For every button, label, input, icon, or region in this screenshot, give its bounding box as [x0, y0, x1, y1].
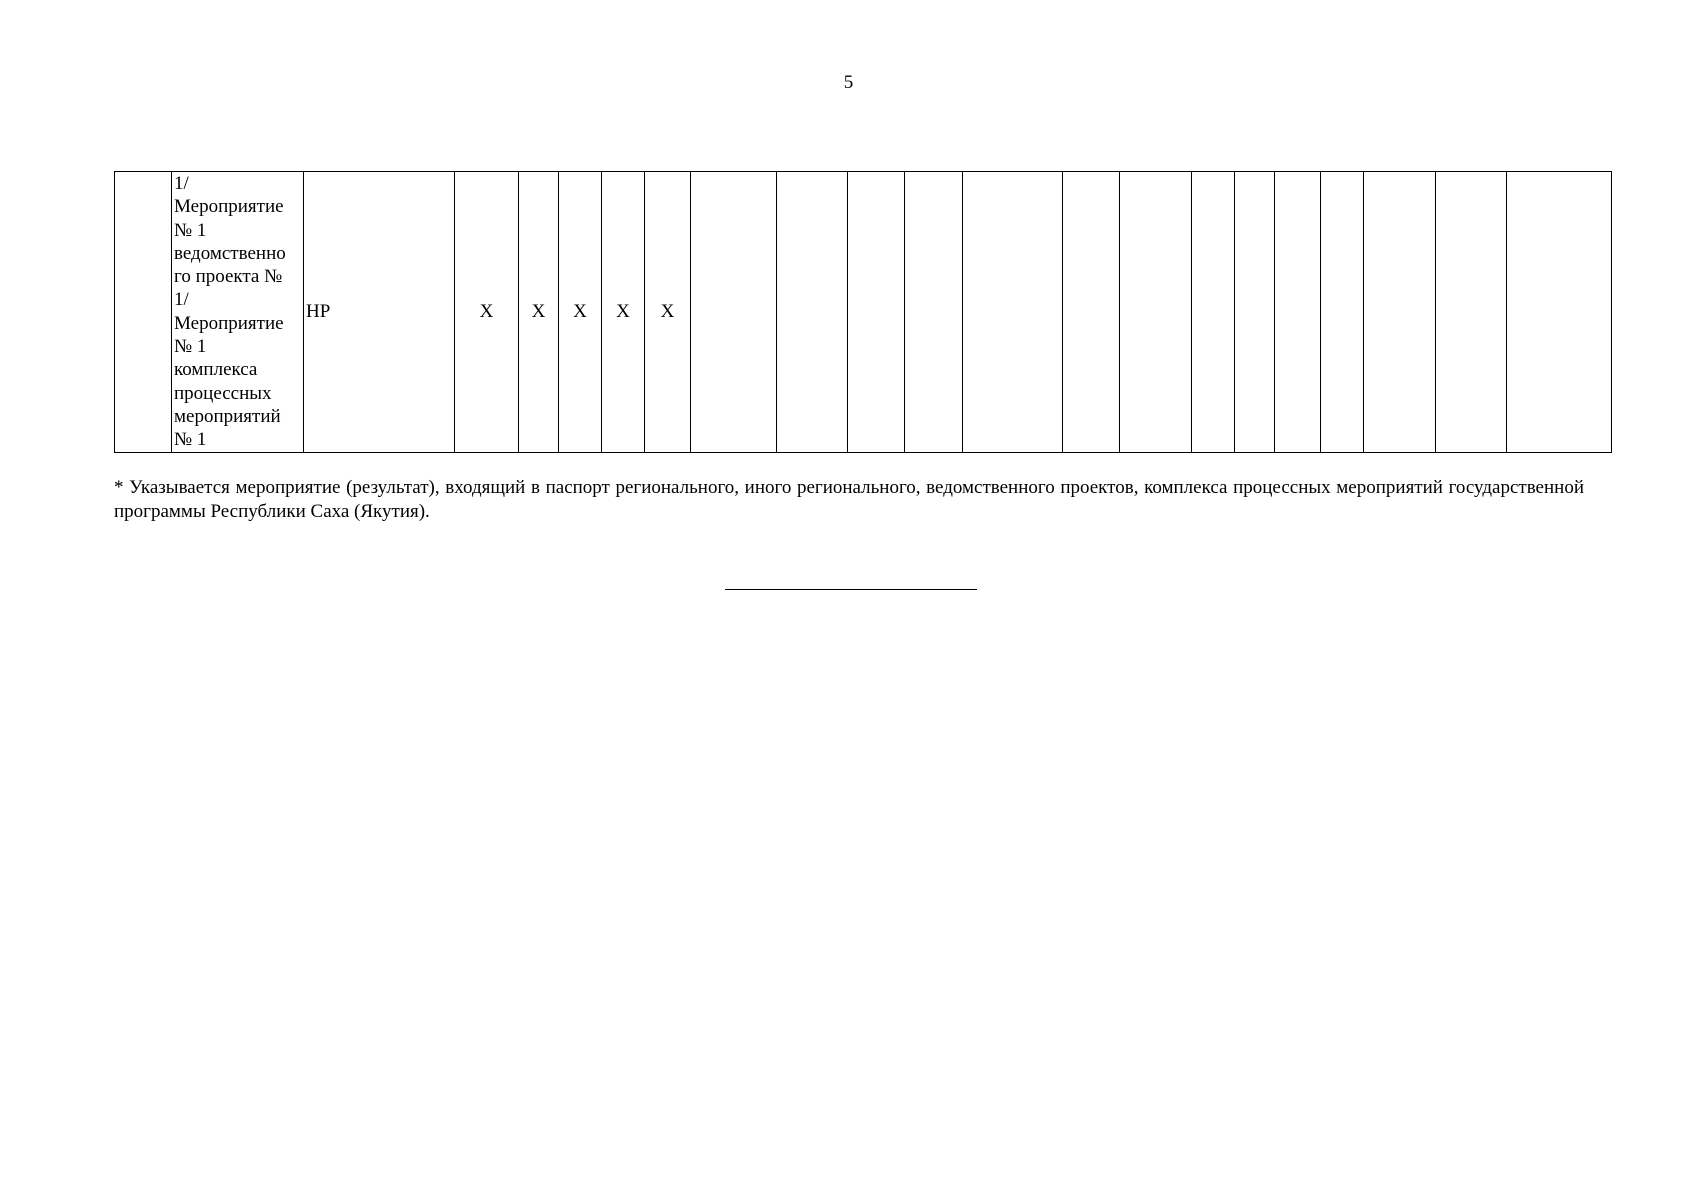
data-table	[114, 171, 1612, 453]
measure-name-line: мероприятий	[174, 405, 281, 427]
mark-cell: Х	[519, 172, 559, 453]
measure-name-line: комплекса	[174, 359, 258, 381]
empty-cell	[848, 172, 905, 453]
measure-name-line: Мероприятие	[174, 312, 284, 334]
mark-cell: Х	[455, 172, 519, 453]
empty-cell	[777, 172, 848, 453]
empty-cell	[1436, 172, 1507, 453]
empty-cell	[1364, 172, 1436, 453]
measure-name-line: № 1	[174, 336, 207, 358]
measure-name-cell	[172, 172, 304, 453]
measure-name-line: го проекта №	[174, 266, 283, 288]
empty-cell	[905, 172, 963, 453]
measure-name-line: 1/	[174, 173, 189, 194]
measure-name-line: 1/	[174, 289, 189, 311]
end-rule	[725, 589, 977, 590]
mark-cell: Х	[559, 172, 602, 453]
empty-cell	[691, 172, 777, 453]
empty-cell	[1192, 172, 1235, 453]
measure-name-line: № 1	[174, 429, 207, 451]
table-row	[115, 172, 1612, 453]
empty-cell	[1235, 172, 1275, 453]
empty-cell	[1507, 172, 1612, 453]
measure-name-line: процессных	[174, 382, 272, 404]
empty-cell	[1120, 172, 1192, 453]
measure-name-line: Мероприятие	[174, 196, 284, 218]
empty-cell	[1063, 172, 1120, 453]
page-number: 5	[843, 72, 854, 93]
footnote: * Указывается мероприятие (результат), входящий в паспорт регионального, иного регионального, ведомственного проектов, комплекса процессных мероприятий государственной программы Республики Саха (Якутия).	[114, 477, 1584, 522]
measure-name-line: № 1	[174, 219, 207, 241]
code-cell: НР	[304, 172, 455, 453]
empty-cell	[963, 172, 1063, 453]
empty-cell	[1321, 172, 1364, 453]
mark-cell: Х	[645, 172, 691, 453]
row-number-cell	[115, 172, 172, 453]
mark-cell: Х	[602, 172, 645, 453]
empty-cell	[1275, 172, 1321, 453]
measure-name-line: ведомственно	[174, 242, 286, 264]
